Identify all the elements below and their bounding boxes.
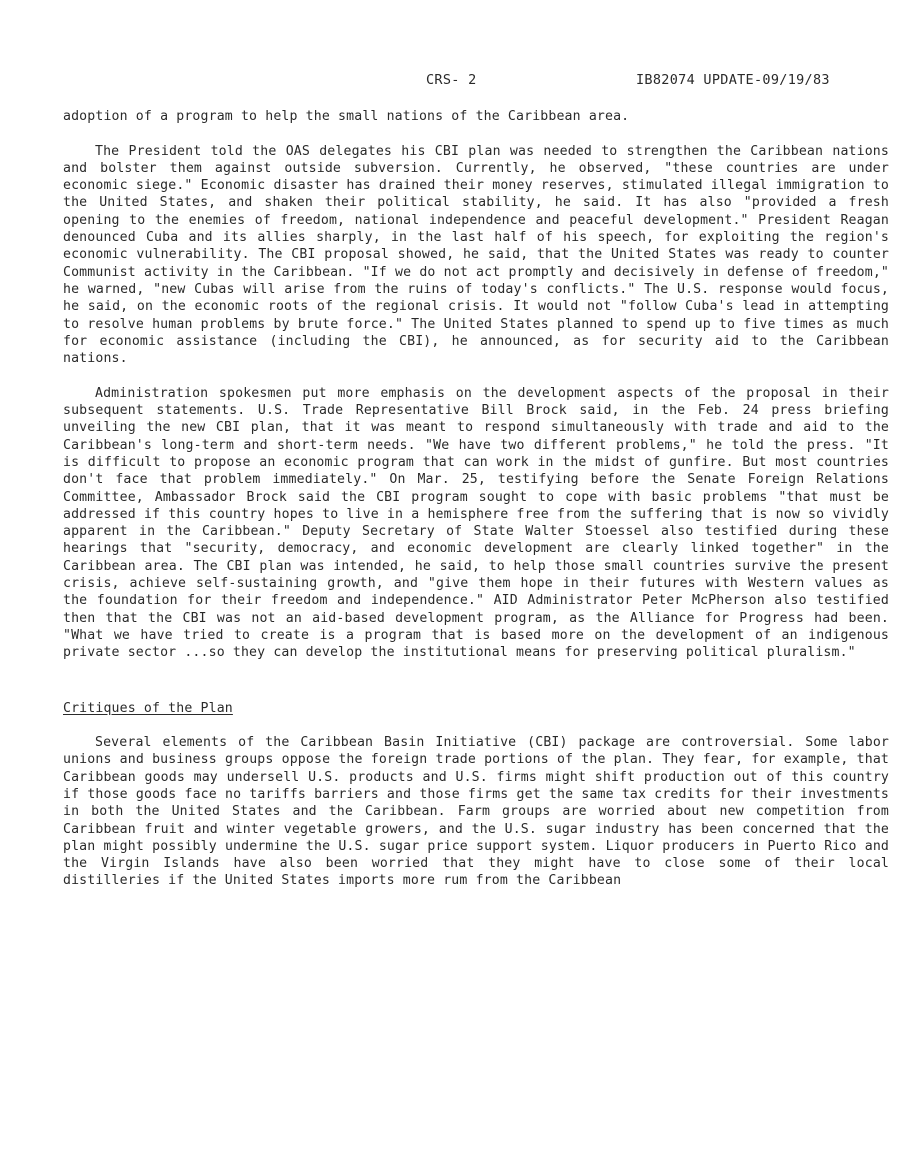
paragraph-critiques: Several elements of the Caribbean Basin Initiative (CBI) package are controversial. Some labor unions and business groups oppose the foreign trade portions of the plan. They fear, for example, that Caribbean goods may undersell U.S. products and U.S. firms might shift production out of this country if those goods face no tariffs barriers and those firms get the same tax credits for their investments in both the United States and the Caribbean. Farm groups are worried about new competition from Caribbean fruit and winter vegetable growers, and the U.S. sugar industry has been concerned that the plan might possibly undermine the U.S. sugar price support system. Liquor producers in Puerto Rico and the Virgin Islands have also been worried that they might have to close some of their local distilleries if the United States imports more rum from the Caribbean [63, 735, 889, 889]
section-heading-critiques: Critiques of the Plan [63, 700, 233, 716]
paragraph-president-oas: The President told the OAS delegates his CBI plan was needed to strengthen the Caribbean nations and bolster them against outside subversion. Currently, he observed, "these countries are under economic siege." Economic disaster has drained their money reserves, stimulated illegal immigration to the United States, and shaken their political stability, he said. It has also "provided a fresh opening to the enemies of freedom, national independence and peaceful development." President Reagan denounced Cuba and its allies sharply, in the last half of his speech, for exploiting the region's economic vulnerability. The CBI proposal showed, he said, that the United States was ready to counter Communist activity in the Caribbean. "If we do not act promptly and decisively in defense of freedom," he warned, "new Cubas will arise from the ruins of today's conflicts." The U.S. response would focus, he said, on the economic roots of the regional crisis. It would not "follow Cuba's lead in attempting to resolve human problems by brute force." The United States planned to spend up to five times as much for economic assistance (including the CBI), he announced, as for security aid to the Caribbean nations. [63, 143, 889, 367]
report-page-number: CRS- 2 [426, 72, 477, 88]
page-header [0, 72, 920, 92]
paragraph-continuation: adoption of a program to help the small nations of the Caribbean area. [63, 109, 630, 124]
report-id-update-date: IB82074 UPDATE-09/19/83 [636, 72, 830, 88]
document-body [63, 108, 889, 890]
paragraph-administration-spokesmen: Administration spokesmen put more emphasis on the development aspects of the proposal in their subsequent statements. U.S. Trade Representative Bill Brock said, in the Feb. 24 press briefing unveiling the new CBI plan, that it was meant to respond simultaneously with trade and aid to the Caribbean's long-term and short-term needs. "We have two different problems," he told the press. "It is difficult to propose an economic program that can work in the midst of gunfire. But most countries don't face that problem immediately." On Mar. 25, testifying before the Senate Foreign Relations Committee, Ambassador Brock said the CBI program sought to cope with basic problems "that must be addressed if this country hopes to live in a hemisphere free from the suffering that is now so vividly apparent in the Caribbean." Deputy Secretary of State Walter Stoessel also testified during these hearings that "security, democracy, and economic development are clearly linked together" in the Caribbean area. The CBI plan was intended, he said, to help those small countries survive the present crisis, achieve self-sustaining growth, and "give them hope in their futures with Western values as the foundation for their freedom and independence." AID Administrator Peter McPherson also testified then that the CBI was not an aid-based development program, as the Alliance for Progress had been. "What we have tried to create is a program that is based more on the development of an indigenous private sector ...so they can develop the institutional means for preserving political pluralism." [63, 385, 889, 661]
